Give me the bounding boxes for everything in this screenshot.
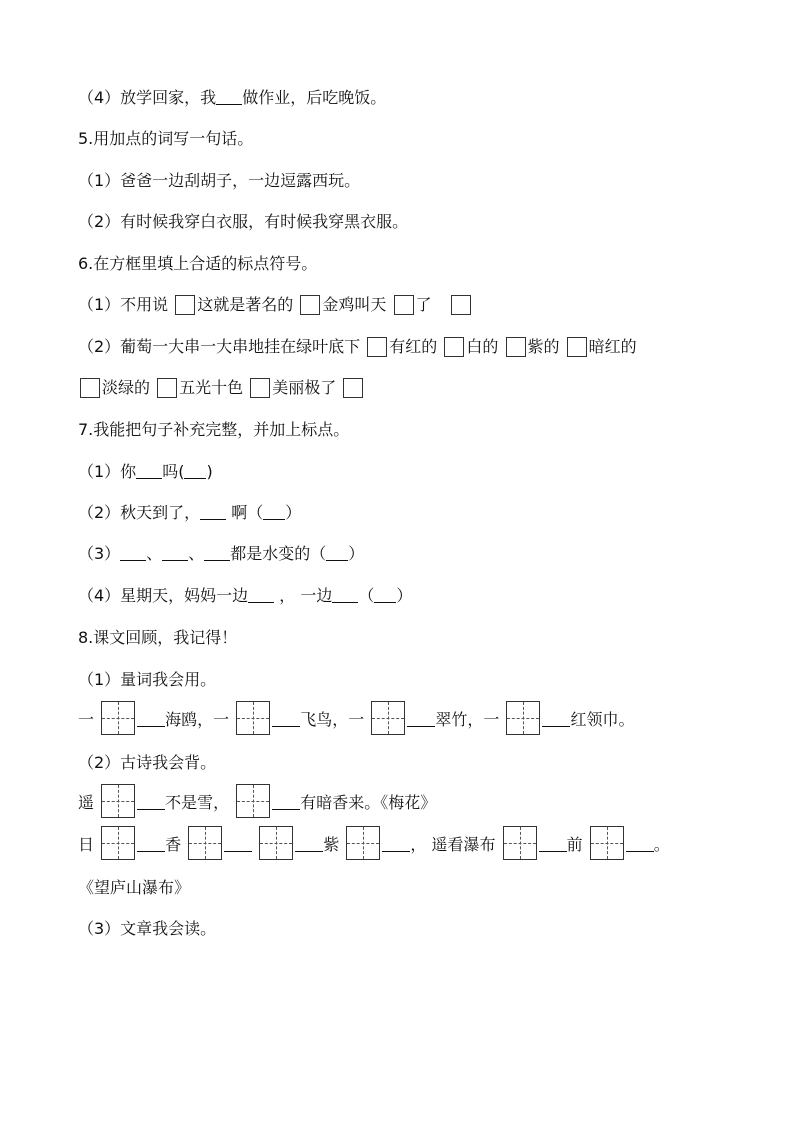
answer-blank[interactable] [374,586,396,603]
tianzige-box[interactable] [346,826,380,860]
answer-blank[interactable] [137,793,165,810]
answer-blank[interactable] [248,586,274,603]
q7-sentence-2 [78,501,754,525]
answer-blank[interactable] [120,544,146,561]
q7-4-text: ） [396,586,413,605]
answer-blank[interactable] [407,710,435,727]
tianzige-box[interactable] [259,826,293,860]
q6-2-part: 五光十色 [179,378,244,397]
q7-3-text: 、 [188,544,205,563]
q7-3-text: 、 [146,544,163,563]
q6-1-part: 这就是著名的 [197,295,294,314]
answer-blank[interactable] [382,835,410,852]
q7-title: 7.我能把句子补充完整，并加上标点。 [78,420,350,439]
punctuation-box[interactable] [506,337,526,357]
punctuation-box[interactable] [367,337,387,357]
tianzige-box[interactable] [101,826,135,860]
q7-2-text: ） [285,503,302,522]
q7-3-text: 都是水变的（ [230,544,327,563]
answer-blank[interactable] [272,710,300,727]
answer-blank[interactable] [204,544,230,561]
q7-3-text: ） [348,544,365,563]
answer-blank[interactable] [263,503,285,520]
q8-sub-1: （1）量词我会用。 [78,670,217,689]
q6-2-part: 有红的 [389,337,438,356]
measure-word: 海鸥， [165,710,214,729]
q4-4-pre: （4）放学回家，我 [78,88,217,107]
q6-title: 6.在方框里填上合适的标点符号。 [78,254,318,273]
q6-2-part: 白的 [466,337,499,356]
tianzige-box[interactable] [236,784,270,818]
poem-text: 紫 [323,835,340,854]
q4-item-4 [78,86,754,110]
measure-word-row [78,700,754,740]
q7-4-text: （4）星期天，妈妈一边 [78,586,249,605]
q6-2-part: 美丽极了 [272,378,337,397]
q5-sentence-1: （1）爸爸一边刮胡子，一边逗露西玩。 [78,171,361,190]
q6-sentence-2b [78,376,754,400]
tianzige-box[interactable] [590,826,624,860]
q8-sub-2: （2）古诗我会背。 [78,753,217,772]
poem-text: 香 [165,835,182,854]
answer-blank[interactable] [295,835,323,852]
q7-3-text: （3） [78,544,121,563]
poem-line-2 [78,825,754,865]
q6-2-part: 紫的 [527,337,560,356]
q7-4-text: （ [358,586,375,605]
q7-2-text: 啊（ [226,503,264,522]
tianzige-box[interactable] [371,701,405,735]
answer-blank[interactable] [272,793,300,810]
answer-blank[interactable] [626,835,654,852]
q8-sub-3: （3）文章我会读。 [78,919,217,938]
measure-yi: 一 [213,710,230,729]
q7-2-text: （2）秋天到了， [78,503,201,522]
punctuation-box[interactable] [250,378,270,398]
measure-yi: 一 [483,710,500,729]
q6-1-part: 金鸡叫天 [322,295,387,314]
punctuation-box[interactable] [451,295,471,315]
answer-blank[interactable] [200,503,226,520]
q6-2-part: 暗红的 [588,337,637,356]
answer-blank[interactable] [542,710,570,727]
answer-blank[interactable] [539,835,567,852]
q6-2-part: 淡绿的 [102,378,151,397]
tianzige-box[interactable] [101,784,135,818]
punctuation-box[interactable] [567,337,587,357]
q7-sentence-1 [78,460,754,484]
answer-blank[interactable] [137,835,165,852]
answer-blank[interactable] [184,462,206,479]
poem-text: 有暗香来。《梅花》 [300,793,437,812]
punctuation-box[interactable] [157,378,177,398]
q5-title: 5.用加点的词写一句话。 [78,129,254,148]
q8-title: 8.课文回顾，我记得！ [78,628,238,647]
poem-text: 前 [566,835,583,854]
q7-4-text: ， 一边 [274,586,333,605]
q6-1-part: （1）不用说 [78,295,169,314]
q7-sentence-4 [78,584,754,608]
tianzige-box[interactable] [506,701,540,735]
poem-text: 遥 [78,793,95,812]
tianzige-box[interactable] [101,701,135,735]
answer-blank[interactable] [224,835,252,852]
punctuation-box[interactable] [175,295,195,315]
q7-1-text: ) [206,462,213,481]
tianzige-box[interactable] [188,826,222,860]
tianzige-box[interactable] [236,701,270,735]
poem-line-1 [78,783,754,823]
answer-blank[interactable] [332,586,358,603]
answer-blank[interactable] [136,462,162,479]
poem-text: 。 [653,835,670,854]
measure-yi: 一 [78,710,95,729]
q7-sentence-3 [78,542,754,566]
poem-text: 日 [78,835,95,854]
q7-1-text: 吗( [162,462,185,481]
tianzige-box[interactable] [503,826,537,860]
punctuation-box[interactable] [80,378,100,398]
measure-word: 飞鸟， [300,710,349,729]
q6-sentence-1 [78,293,754,317]
answer-blank[interactable] [216,88,242,105]
measure-yi: 一 [348,710,365,729]
q7-1-text: （1）你 [78,462,137,481]
q6-2-part: （2）葡萄一大串一大串地挂在绿叶底下 [78,337,361,356]
punctuation-box[interactable] [394,295,414,315]
punctuation-box[interactable] [343,378,363,398]
measure-word: 翠竹， [435,710,484,729]
q6-sentence-2a [78,335,754,359]
punctuation-box[interactable] [300,295,320,315]
poem-text: ， 遥看瀑布 [410,835,496,854]
answer-blank[interactable] [162,544,188,561]
poem-2-source: 《望庐山瀑布》 [78,878,191,897]
measure-word: 红领巾。 [570,710,635,729]
answer-blank[interactable] [326,544,348,561]
q6-1-part: 了 [415,295,432,314]
q4-4-post: 做作业，后吃晚饭。 [242,88,387,107]
q5-sentence-2: （2）有时候我穿白衣服，有时候我穿黑衣服。 [78,212,409,231]
punctuation-box[interactable] [444,337,464,357]
answer-blank[interactable] [137,710,165,727]
poem-text: 不是雪， [165,793,230,812]
